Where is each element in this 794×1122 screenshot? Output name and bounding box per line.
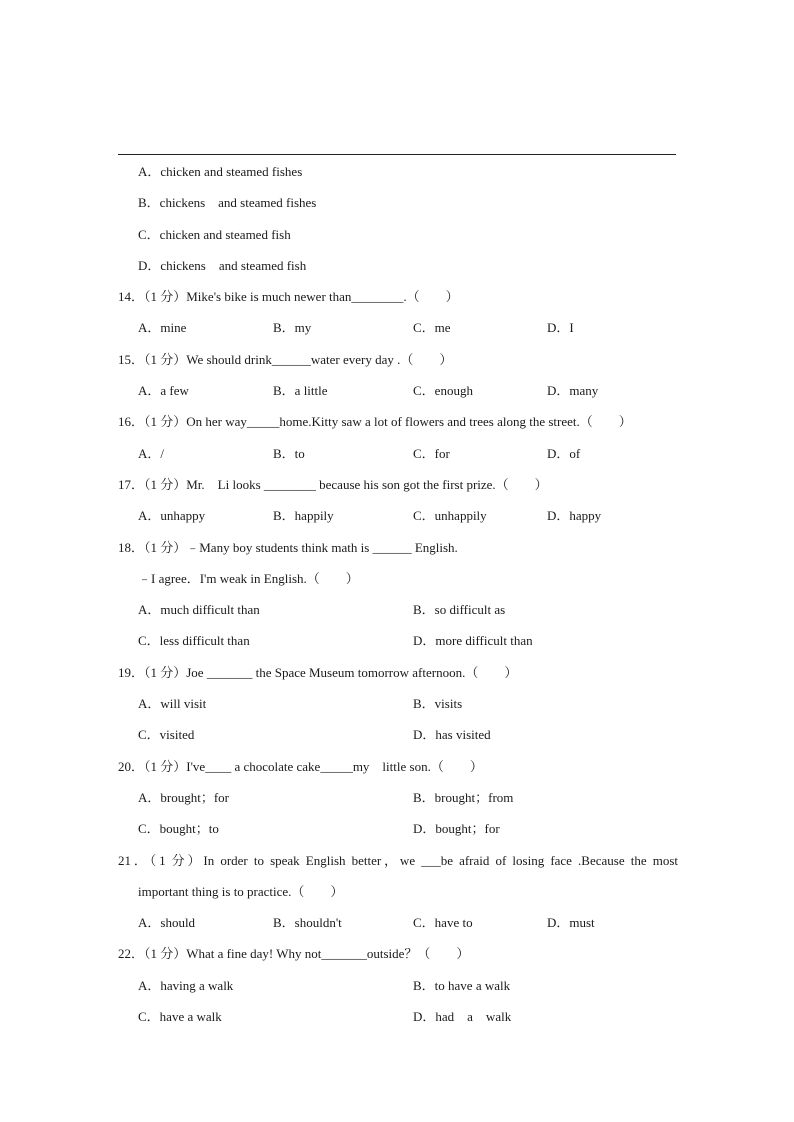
question-20-options-row2 [118, 813, 678, 844]
option-c[interactable]: C．chicken and steamed fish [138, 226, 291, 242]
option-a[interactable]: A．chicken and steamed fishes [138, 164, 303, 179]
option-b[interactable]: B．to have a walk [413, 977, 511, 993]
question-22-stem: 22．（1 分）What a fine day! Why not_______outside？（ ） [118, 946, 470, 962]
option-b[interactable]: B．visits [413, 696, 463, 712]
question-21-stem-cont: important thing is to practice.（ ） [138, 883, 344, 899]
question-18-options-row2 [118, 625, 678, 656]
option-a[interactable]: A．should [138, 915, 196, 931]
option-c[interactable]: C．me [413, 320, 451, 336]
option-c[interactable]: C．enough [413, 383, 473, 399]
question-19-options-row2 [118, 719, 678, 750]
option-c[interactable]: C．visited [138, 727, 195, 743]
option-d[interactable]: D．more difficult than [413, 633, 533, 649]
question-17-stem: 17．（1 分）Mr. Li looks ________ because his son got the first prize.（ ） [118, 476, 548, 492]
question-14-options [118, 312, 678, 343]
option-d[interactable]: D．chickens and steamed fish [138, 257, 307, 273]
option-c[interactable]: C．have a walk [138, 1009, 222, 1025]
question-15-stem: 15．（1 分）We should drink______water every day .（ ） [118, 351, 453, 367]
question-20-options-row1 [118, 782, 678, 813]
question-21-options [118, 907, 678, 938]
question-19-options-row1 [118, 688, 678, 719]
option-d[interactable]: D．many [547, 383, 599, 399]
option-a[interactable]: A．having a walk [138, 977, 234, 993]
option-d[interactable]: D．has visited [413, 727, 491, 743]
question-16-options [118, 438, 678, 469]
question-22-options-row1 [118, 970, 678, 1001]
option-c[interactable]: C．have to [413, 915, 473, 931]
question-19-stem: 19．（1 分）Joe _______ the Space Museum tomorrow afternoon.（ ） [118, 664, 518, 680]
question-18-stem: 18．（1 分）﹣Many boy students think math is ______ English. [118, 539, 458, 555]
option-c[interactable]: C．less difficult than [138, 633, 250, 649]
option-c[interactable]: C．bought；to [138, 821, 219, 837]
option-d[interactable]: D．bought；for [413, 821, 500, 837]
question-22-options-row2 [118, 1001, 678, 1032]
option-c[interactable]: C．for [413, 445, 450, 461]
option-b[interactable]: B．a little [273, 383, 328, 399]
option-d[interactable]: D．of [547, 445, 581, 461]
question-17-options [118, 500, 678, 531]
question-20-stem: 20．（1 分）I've____ a chocolate cake_____my little son.（ ） [118, 758, 483, 774]
option-b[interactable]: B．chickens and steamed fishes [138, 195, 317, 211]
option-a[interactable]: A．mine [138, 320, 187, 336]
option-a[interactable]: A．will visit [138, 696, 207, 712]
option-a[interactable]: A．brought；for [138, 789, 229, 805]
option-a[interactable]: A．much difficult than [138, 602, 260, 618]
option-c[interactable]: C．unhappily [413, 508, 487, 524]
option-b[interactable]: B．so difficult as [413, 602, 506, 618]
question-18-stem-reply: ﹣I agree．I'm weak in English.（ ） [138, 570, 359, 586]
option-d[interactable]: D．must [547, 915, 595, 931]
option-a[interactable]: A．/ [138, 445, 165, 461]
option-d[interactable]: D．happy [547, 508, 602, 524]
option-b[interactable]: B．my [273, 320, 312, 336]
option-b[interactable]: B．brought；from [413, 789, 514, 805]
question-16-stem: 16．（1 分）On her way_____home.Kitty saw a lot of flowers and trees along the street.（ ） [118, 414, 632, 430]
question-14-stem: 14．（1 分）Mike's bike is much newer than________.（ ） [118, 289, 459, 305]
option-b[interactable]: B．shouldn't [273, 915, 342, 931]
option-d[interactable]: D．had a walk [413, 1009, 512, 1025]
option-b[interactable]: B．happily [273, 508, 334, 524]
question-18-options-row1 [118, 594, 678, 625]
question-21-stem: 21．（1 分）In order to speak English better，we ___be afraid of losing face .Because the most [118, 852, 678, 868]
question-list [118, 156, 678, 1032]
option-a[interactable]: A．unhappy [138, 508, 206, 524]
option-a[interactable]: A．a few [138, 383, 189, 399]
question-15-options [118, 375, 678, 406]
option-b[interactable]: B．to [273, 445, 305, 461]
option-d[interactable]: D．I [547, 320, 574, 336]
header-rule [118, 154, 676, 155]
